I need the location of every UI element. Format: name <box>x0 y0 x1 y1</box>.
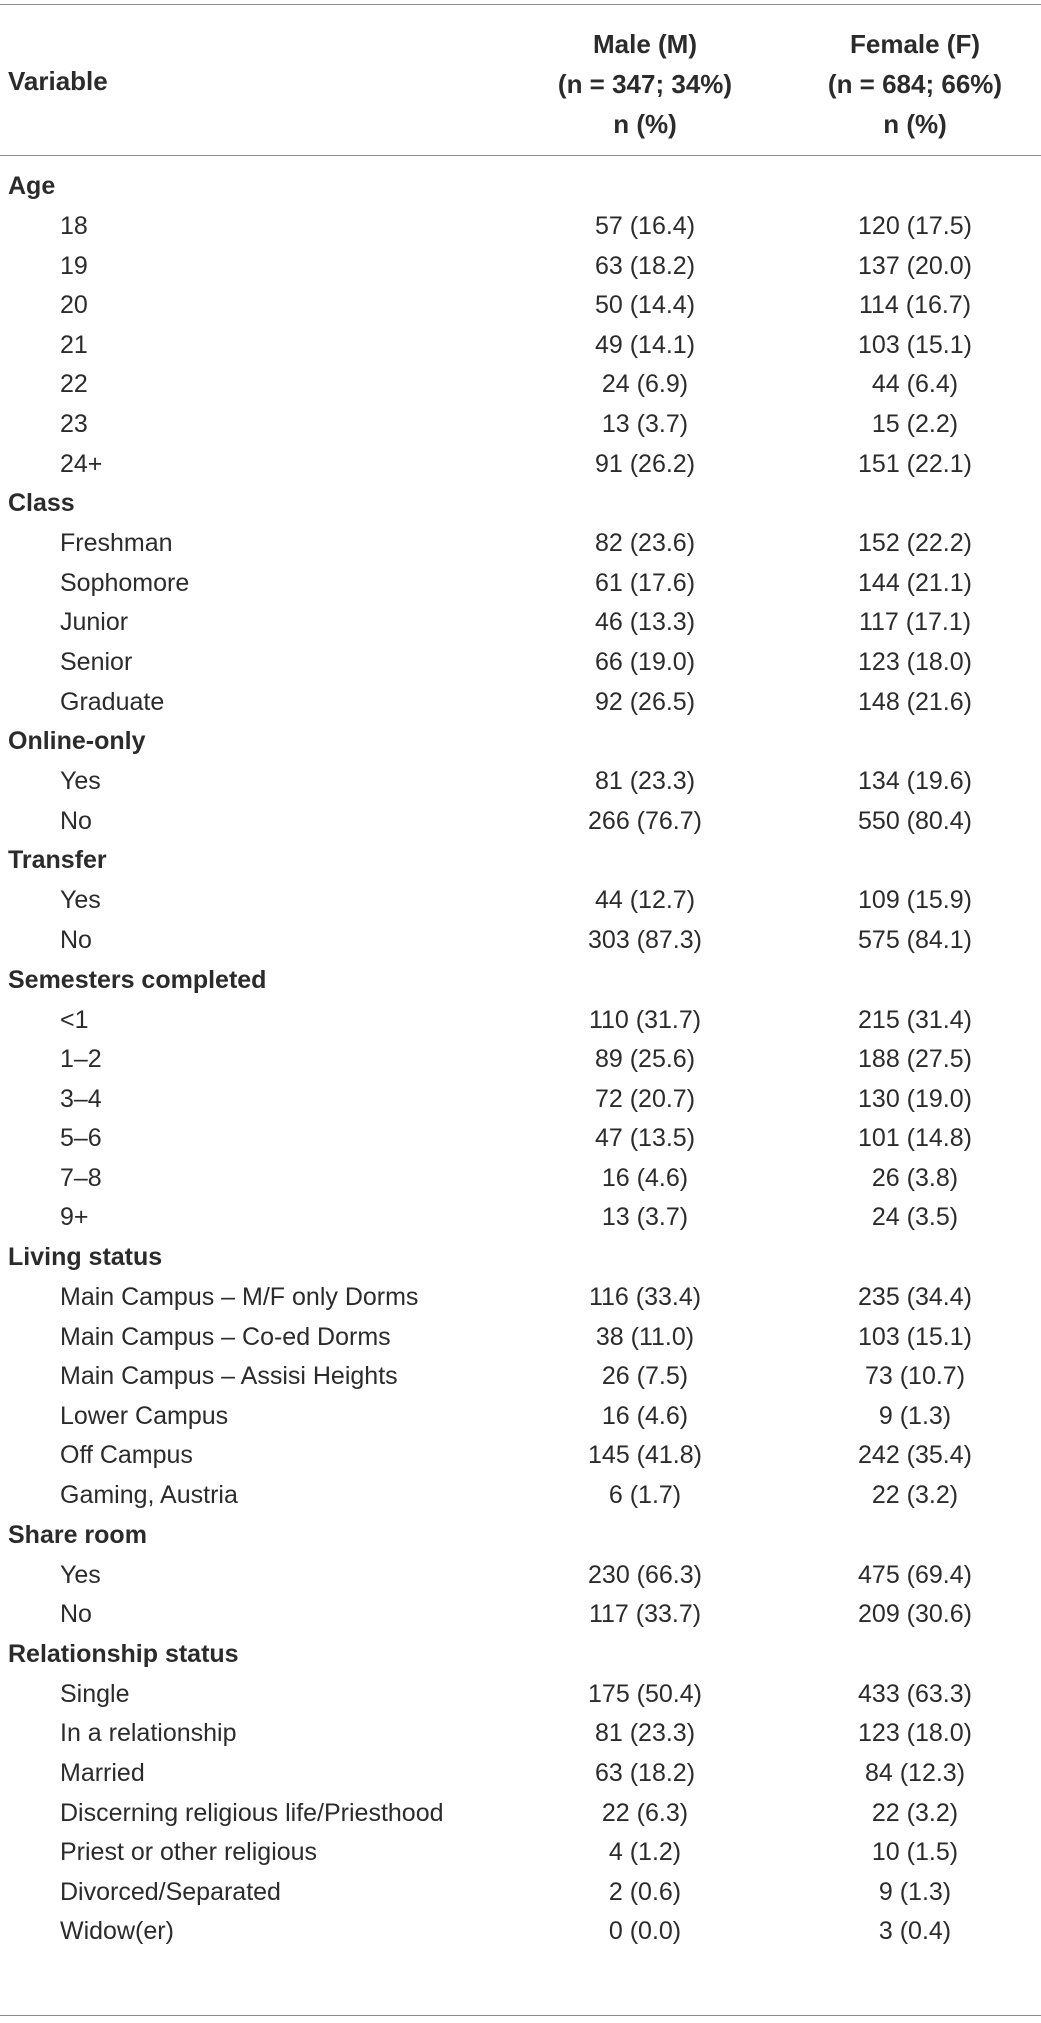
male-value: 46 (13.3) <box>594 608 696 637</box>
header-male <box>520 24 770 144</box>
section-title: Online-only <box>8 727 146 756</box>
male-value: 57 (16.4) <box>594 212 696 240</box>
row-label: 21 <box>60 330 88 359</box>
table-row <box>0 208 1041 248</box>
row-label: Lower Campus <box>60 1401 229 1430</box>
female-value: 22 (3.2) <box>871 1481 959 1510</box>
male-value: 13 (3.7) <box>601 409 689 438</box>
table-row <box>0 1279 1041 1319</box>
table-row <box>0 1874 1041 1914</box>
female-value: 117 (17.1) <box>858 608 972 637</box>
female-value: 3 (0.4) <box>878 1917 952 1946</box>
male-value: 50 (14.4) <box>594 291 696 320</box>
row-label: Off Campus <box>60 1441 193 1470</box>
row-label: Divorced/Separated <box>60 1877 281 1906</box>
female-value: 15 (2.2) <box>871 409 959 438</box>
section-title: Relationship status <box>8 1639 239 1668</box>
female-value: 26 (3.8) <box>871 1163 959 1192</box>
male-value: 26 (7.5) <box>601 1362 689 1391</box>
table-row <box>0 1755 1041 1795</box>
female-value: 103 (15.1) <box>858 330 972 359</box>
table-row <box>0 684 1041 724</box>
male-value: 49 (14.1) <box>594 330 696 359</box>
table-row <box>0 327 1041 367</box>
female-value: 137 (20.0) <box>858 251 972 280</box>
table-row <box>0 803 1041 843</box>
table-row <box>0 446 1041 486</box>
female-value: 44 (6.4) <box>871 370 959 399</box>
male-value: 110 (31.7) <box>588 1005 702 1034</box>
female-value: 9 (1.3) <box>878 1877 952 1906</box>
row-label: No <box>60 925 92 954</box>
header-male-unit: n (%) <box>613 109 677 139</box>
male-value: 13 (3.7) <box>601 1203 689 1232</box>
male-value: 63 (18.2) <box>594 251 696 280</box>
female-value: 120 (17.5) <box>858 212 972 240</box>
male-value: 47 (13.5) <box>594 1124 696 1153</box>
male-value: 117 (33.7) <box>588 1600 702 1629</box>
section-title: Class <box>8 489 75 518</box>
table-row <box>0 1120 1041 1160</box>
row-label: Junior <box>60 608 129 637</box>
row-label: In a relationship <box>60 1719 237 1748</box>
male-value: 116 (33.4) <box>588 1283 702 1312</box>
row-label: Main Campus – Assisi Heights <box>60 1362 398 1391</box>
row-label: Sophomore <box>60 568 190 597</box>
header-female-n: (n = 684; 66%) <box>827 69 1003 99</box>
table-row <box>0 1041 1041 1081</box>
male-value: 2 (0.6) <box>608 1877 682 1906</box>
female-value: 9 (1.3) <box>878 1401 952 1430</box>
female-value: 73 (10.7) <box>864 1362 966 1391</box>
table-row <box>0 1557 1041 1597</box>
female-value: 123 (18.0) <box>858 647 972 676</box>
female-value: 151 (22.1) <box>858 449 972 478</box>
row-label: No <box>60 806 92 835</box>
table-row <box>0 1437 1041 1477</box>
row-label: Yes <box>60 767 101 796</box>
row-label: Main Campus – M/F only Dorms <box>60 1283 419 1312</box>
female-value: 114 (16.7) <box>858 291 972 320</box>
table-body <box>0 168 1041 1953</box>
male-value: 81 (23.3) <box>594 767 696 796</box>
female-value: 209 (30.6) <box>858 1600 972 1629</box>
male-value: 91 (26.2) <box>594 449 696 478</box>
female-value: 242 (35.4) <box>858 1441 972 1470</box>
section-title: Age <box>8 172 56 200</box>
female-value: 575 (84.1) <box>858 925 972 954</box>
row-label: Yes <box>60 886 101 915</box>
table-row <box>0 1398 1041 1438</box>
section-heading <box>0 168 1041 208</box>
table-row <box>0 406 1041 446</box>
row-label: 24+ <box>60 449 103 478</box>
female-value: 130 (19.0) <box>858 1084 972 1113</box>
row-label: 22 <box>60 370 88 399</box>
male-value: 72 (20.7) <box>594 1084 696 1113</box>
row-label: Discerning religious life/Priesthood <box>60 1798 444 1827</box>
table-row <box>0 248 1041 288</box>
row-label: Graduate <box>60 687 165 716</box>
table-row <box>0 922 1041 962</box>
male-value: 266 (76.7) <box>588 806 702 835</box>
male-value: 66 (19.0) <box>594 647 696 676</box>
header-female-title: Female (F) <box>849 29 981 59</box>
female-value: 433 (63.3) <box>858 1679 972 1708</box>
male-value: 230 (66.3) <box>588 1560 702 1589</box>
table-row <box>0 763 1041 803</box>
row-label: Single <box>60 1679 130 1708</box>
row-label: Gaming, Austria <box>60 1481 238 1510</box>
table-row <box>0 525 1041 565</box>
row-label: Main Campus – Co-ed Dorms <box>60 1322 391 1351</box>
row-label: Married <box>60 1759 145 1787</box>
table-row <box>0 366 1041 406</box>
section-title: Living status <box>8 1243 163 1272</box>
row-label: Senior <box>60 647 133 676</box>
female-value: 103 (15.1) <box>858 1322 972 1351</box>
female-value: 109 (15.9) <box>858 886 972 915</box>
table-row <box>0 1199 1041 1239</box>
male-value: 175 (50.4) <box>588 1679 702 1708</box>
male-value: 145 (41.8) <box>588 1441 702 1470</box>
male-value: 89 (25.6) <box>594 1045 696 1074</box>
table-row <box>0 287 1041 327</box>
female-value: 215 (31.4) <box>858 1005 972 1034</box>
male-value: 303 (87.3) <box>588 925 702 954</box>
male-value: 16 (4.6) <box>601 1401 689 1430</box>
row-label: 20 <box>60 291 88 320</box>
table-row <box>0 565 1041 605</box>
table-row <box>0 1002 1041 1042</box>
section-heading <box>0 962 1041 1002</box>
section-title: Share room <box>8 1520 147 1549</box>
row-label: 1–2 <box>60 1045 102 1074</box>
female-value: 188 (27.5) <box>858 1045 972 1074</box>
male-value: 81 (23.3) <box>594 1719 696 1748</box>
female-value: 550 (80.4) <box>858 806 972 835</box>
female-value: 152 (22.2) <box>858 529 972 558</box>
male-value: 22 (6.3) <box>601 1798 689 1827</box>
table-header <box>0 6 1041 154</box>
male-value: 61 (17.6) <box>594 568 696 597</box>
header-male-n: (n = 347; 34%) <box>557 69 733 99</box>
male-value: 38 (11.0) <box>595 1322 695 1351</box>
row-label: <1 <box>60 1005 89 1034</box>
row-label: Widow(er) <box>60 1917 174 1946</box>
row-label: 23 <box>60 409 88 438</box>
section-heading <box>0 1517 1041 1557</box>
row-label: 5–6 <box>60 1124 102 1153</box>
section-heading <box>0 1239 1041 1279</box>
table-row <box>0 1477 1041 1517</box>
female-value: 10 (1.5) <box>871 1838 959 1867</box>
header-female <box>780 24 1041 144</box>
table-row <box>0 1913 1041 1953</box>
female-value: 148 (21.6) <box>858 687 972 716</box>
male-value: 4 (1.2) <box>608 1838 682 1867</box>
row-label: 9+ <box>60 1203 89 1232</box>
table-top-rule <box>0 4 1041 5</box>
table-row <box>0 1319 1041 1359</box>
row-label: Freshman <box>60 529 173 558</box>
section-heading <box>0 485 1041 525</box>
table-row <box>0 1596 1041 1636</box>
section-title: Transfer <box>8 846 107 875</box>
male-value: 63 (18.2) <box>594 1759 696 1787</box>
male-value: 6 (1.7) <box>608 1481 682 1510</box>
male-value: 92 (26.5) <box>594 687 696 716</box>
female-value: 475 (69.4) <box>858 1560 972 1589</box>
male-value: 0 (0.0) <box>608 1917 682 1946</box>
row-label: No <box>60 1600 92 1629</box>
female-value: 22 (3.2) <box>871 1798 959 1827</box>
table-row <box>0 1834 1041 1874</box>
female-value: 123 (18.0) <box>858 1719 972 1748</box>
table-row <box>0 1795 1041 1835</box>
table-bottom-rule <box>0 2015 1041 2016</box>
female-value: 84 (12.3) <box>864 1759 966 1787</box>
header-variable: Variable <box>8 66 108 96</box>
table-row <box>0 1081 1041 1121</box>
table-row <box>0 1160 1041 1200</box>
header-female-unit: n (%) <box>883 109 947 139</box>
male-value: 82 (23.6) <box>594 529 696 558</box>
table-row <box>0 1676 1041 1716</box>
row-label: 18 <box>60 212 88 240</box>
male-value: 24 (6.9) <box>601 370 689 399</box>
section-heading <box>0 842 1041 882</box>
table-row <box>0 882 1041 922</box>
male-value: 44 (12.7) <box>594 886 696 915</box>
table-header-rule <box>0 155 1041 156</box>
female-value: 144 (21.1) <box>858 568 972 597</box>
male-value: 16 (4.6) <box>601 1163 689 1192</box>
section-heading <box>0 1636 1041 1676</box>
table-row <box>0 1358 1041 1398</box>
row-label: Yes <box>60 1560 101 1589</box>
row-label: Priest or other religious <box>60 1838 318 1867</box>
female-value: 134 (19.6) <box>858 767 972 796</box>
section-heading <box>0 723 1041 763</box>
header-male-title: Male (M) <box>593 29 697 59</box>
table-row <box>0 1715 1041 1755</box>
section-title: Semesters completed <box>8 965 267 994</box>
female-value: 101 (14.8) <box>858 1124 972 1153</box>
table-row <box>0 644 1041 684</box>
row-label: 7–8 <box>60 1163 102 1192</box>
female-value: 24 (3.5) <box>871 1203 959 1232</box>
row-label: 19 <box>60 251 88 280</box>
row-label: 3–4 <box>60 1084 102 1113</box>
table-row <box>0 604 1041 644</box>
female-value: 235 (34.4) <box>858 1283 972 1312</box>
